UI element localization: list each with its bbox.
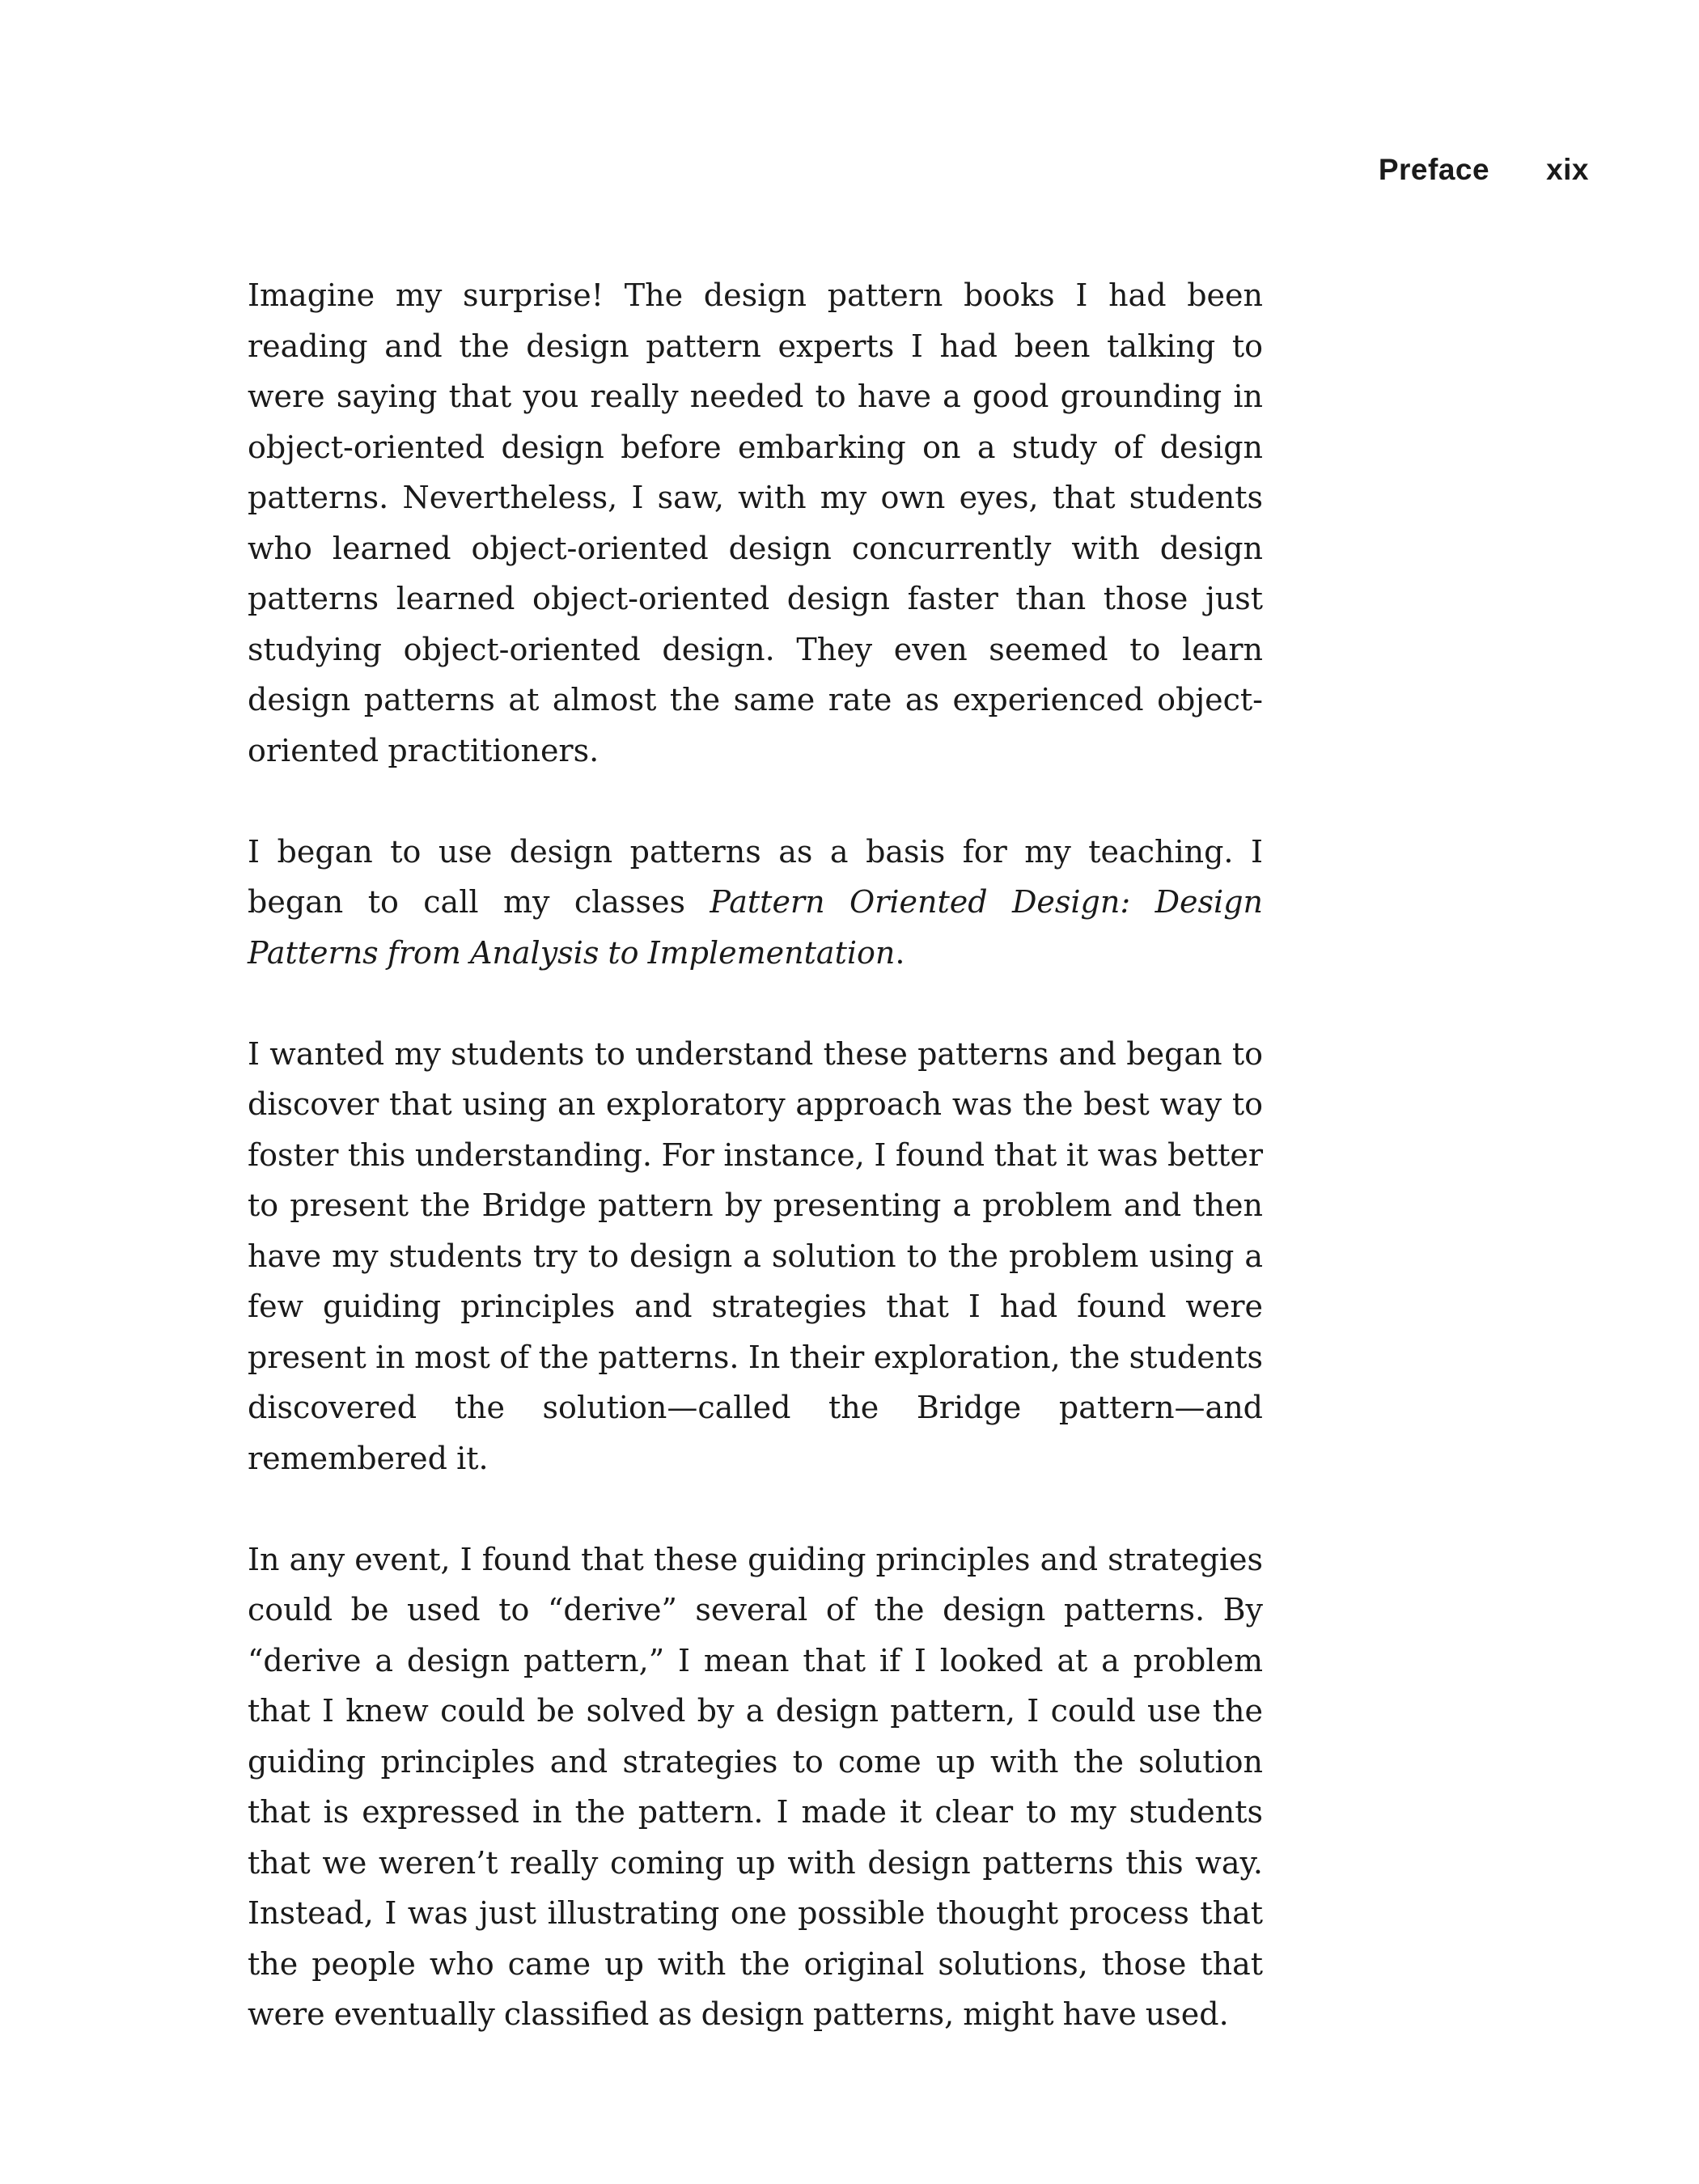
section-title: Preface [1378,153,1490,186]
paragraph-punctuation: . [895,934,905,971]
page-number: xix [1546,153,1589,186]
course-title: Pattern Oriented Design: Design Patterns from Analysis to Implementation [248,884,1263,971]
paragraph: I wanted my students to understand these patterns and began to discover that using an exploratory approach was the best way to foster this understanding. For instance, I found that it was better to present the Bridge pattern by presenting a problem and then have my students try to design a solution to the problem using a few guiding principles and strategies that I had found were present in most of the patterns. In their exploration, the students discovered the solution—called the Bridge pattern—and remembered it. [248,1035,1263,1476]
paragraph [248,827,1263,979]
paragraph: In any event, I found that these guiding principles and strategies could be used to “derive” several of the design patterns. By “derive a design pattern,” I mean that if I looked at a problem that I knew could be solved by a design pattern, I could use the guiding principles and strategies to come up with the solution that is expressed in the pattern. I made it clear to my students that we weren’t really coming up with design patterns this way. Instead, I was just illustrating one possible thought process that the people who came up with the original solutions, those that were eventually classified as design patterns, might have used. [248,1541,1263,2032]
paragraph: Imagine my surprise! The design pattern books I had been reading and the design pattern experts I had been talking to were saying that you really needed to have a good grounding in object-oriented design before embarking on a study of design patterns. Nevertheless, I saw, with my own eyes, that students who learned object-oriented design concurrently with design patterns learned object-oriented design faster than those just studying object-oriented design. They even seemed to learn design patterns at almost the same rate as experienced object-oriented practitioners. [248,277,1263,768]
paragraph-text: I began to use design patterns as a basis for my teaching. I began to call my classes [248,833,1263,920]
running-head [1379,150,1589,189]
body-text [248,270,1263,2040]
